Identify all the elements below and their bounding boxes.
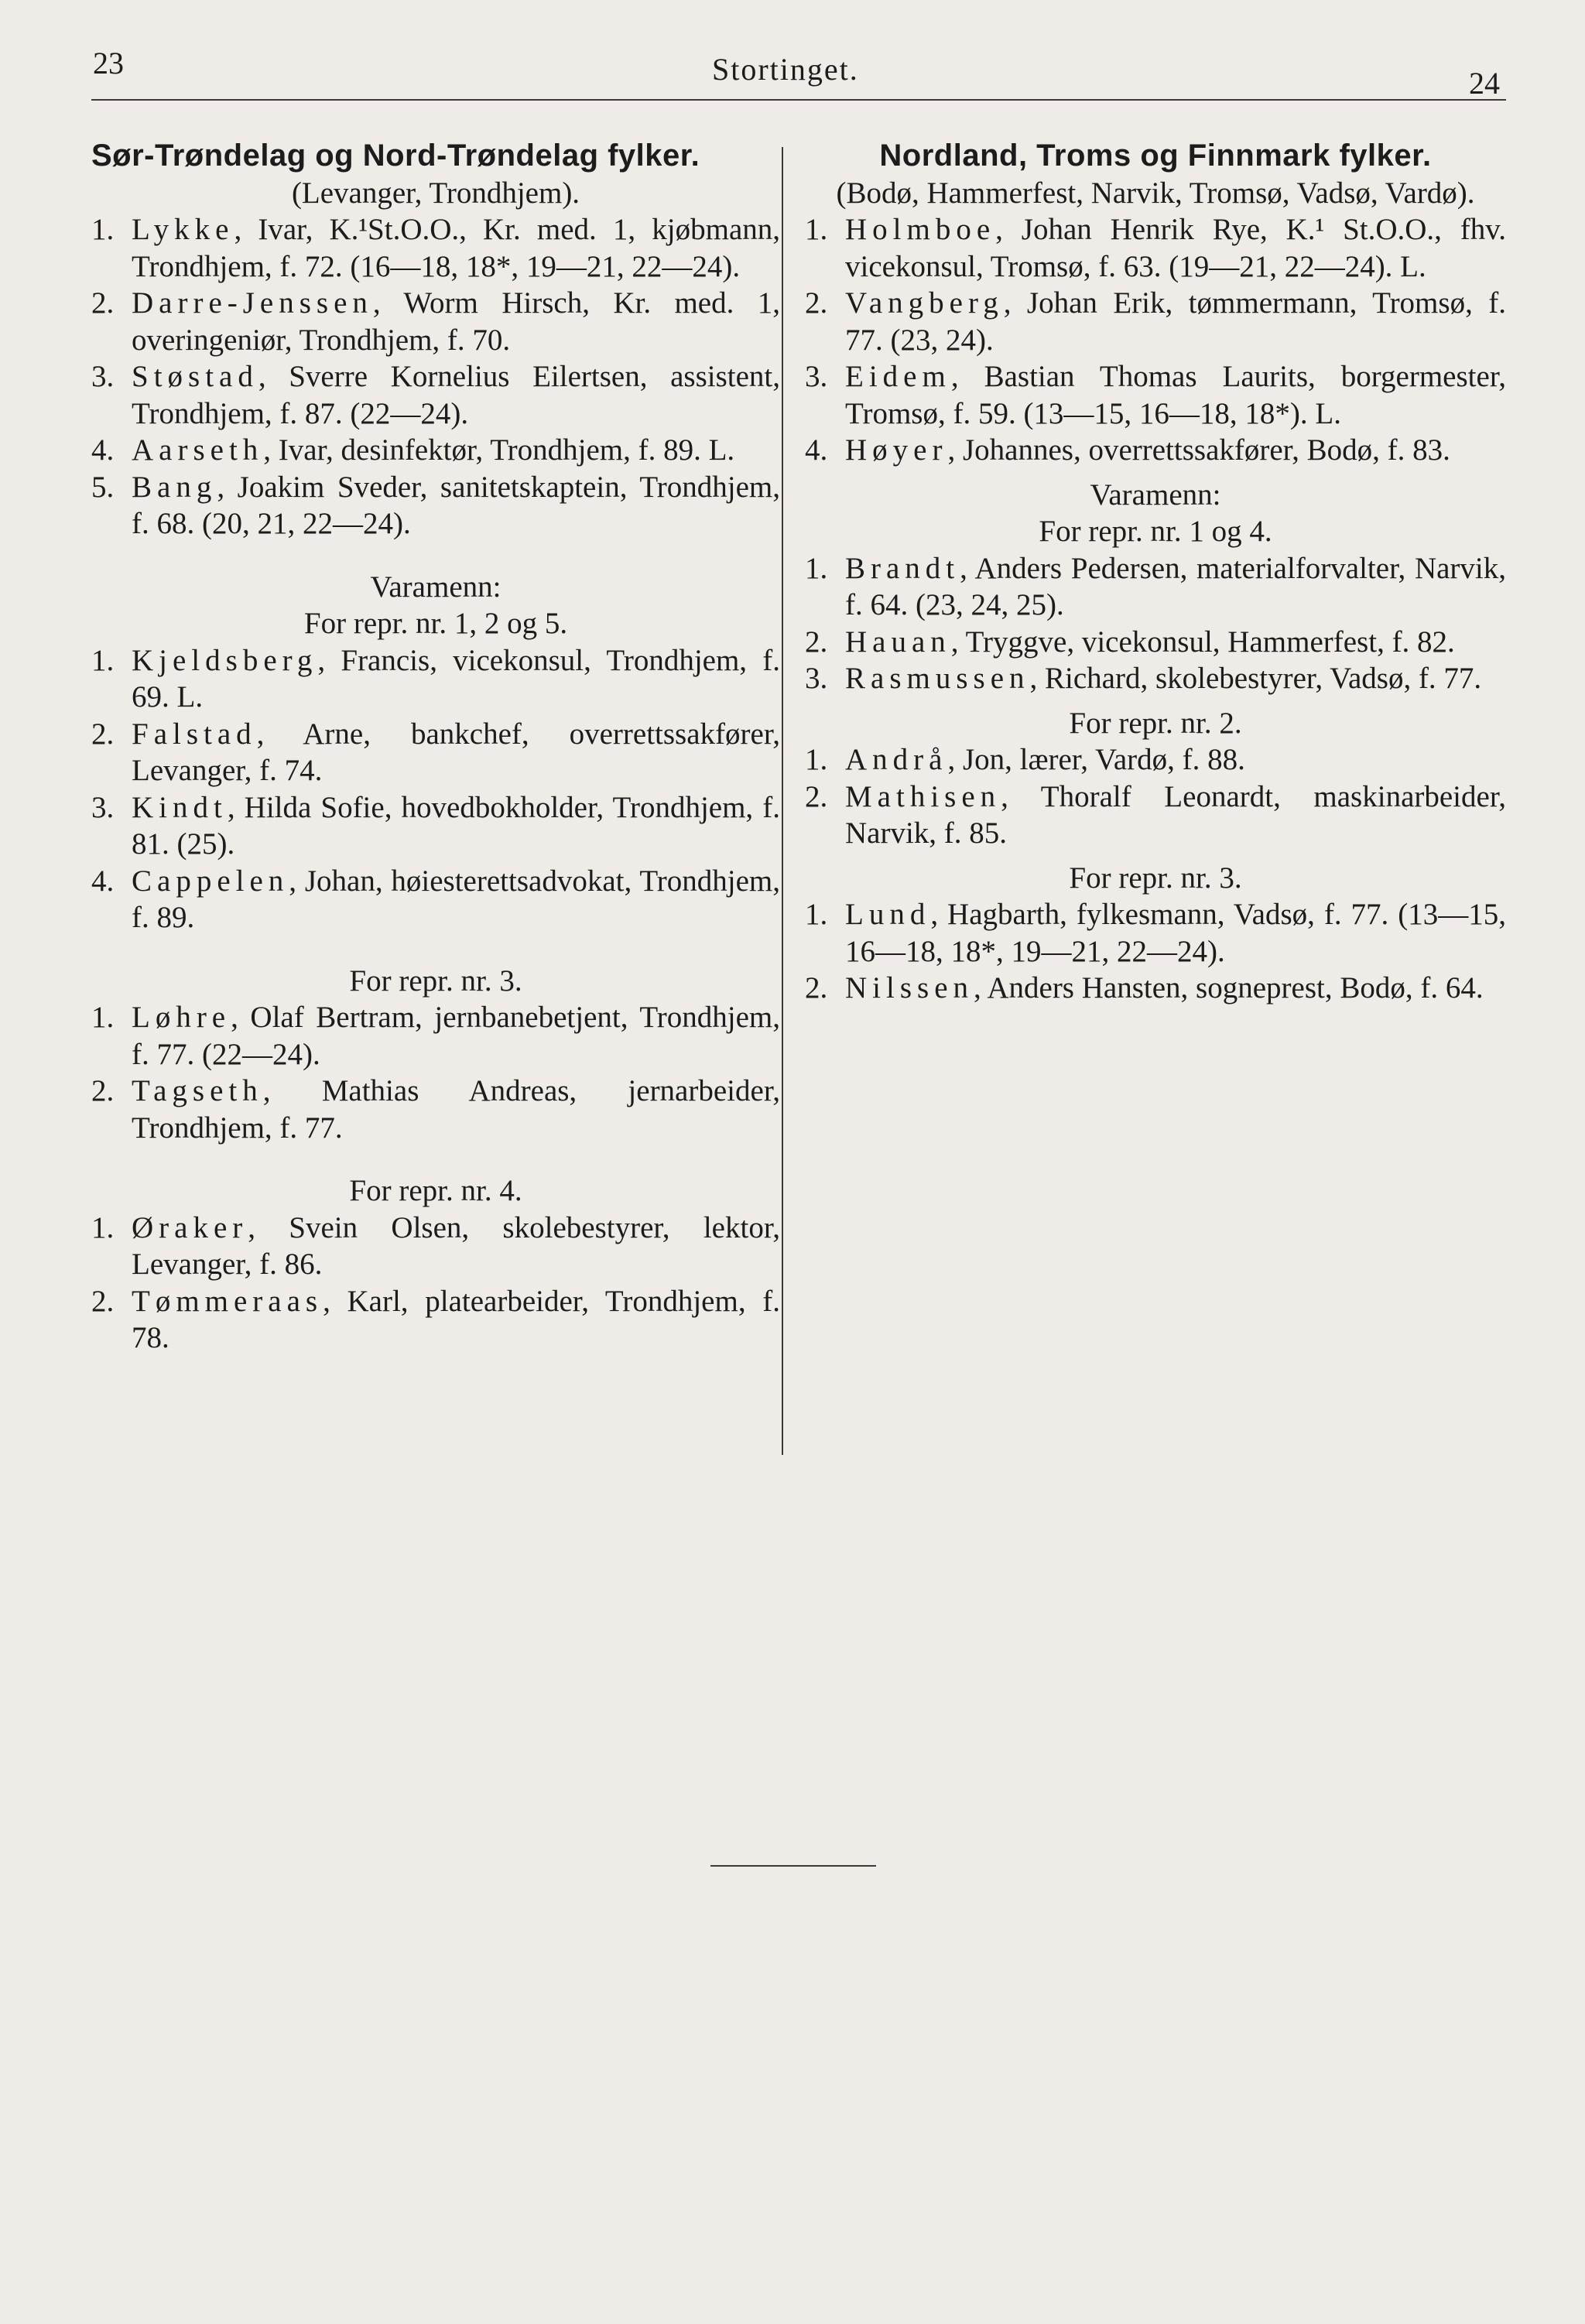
substitute-details: , Thoralf Leonardt, maskinarbeider, Narvik, f. 85. [845, 779, 1506, 850]
substitute-entry [805, 624, 1506, 661]
substitute-entry [805, 660, 1506, 697]
substitute-name: Rasmussen [845, 662, 1030, 695]
substitute-name: Cappelen [132, 864, 289, 898]
member-details: , Johan Erik, tømmermann, Tromsø, f. 77. (23, 24). [845, 286, 1506, 357]
member-name: Eidem [845, 360, 951, 393]
column-divider [782, 147, 783, 1455]
member-details: , Sverre Kornelius Eilertsen, assistent, Trondhjem, f. 87. (22—24). [132, 360, 780, 430]
member-name: Lykke [132, 213, 234, 246]
entry-number: 2. [91, 717, 115, 751]
substitute-entry [805, 896, 1506, 970]
member-entry [91, 285, 780, 358]
header-rule [91, 99, 1506, 101]
member-name: Bang [132, 470, 217, 504]
substitute-name: Tagseth [132, 1074, 263, 1107]
entry-number: 1. [91, 1210, 115, 1244]
left-column [91, 138, 780, 1357]
substitute-entry [91, 863, 780, 936]
entry-number: 4. [91, 433, 115, 467]
substitute-name: Øraker [132, 1210, 248, 1244]
member-name: Vangberg [845, 286, 1004, 320]
substitute-entry [91, 716, 780, 789]
entry-number: 1. [805, 898, 828, 931]
substitute-name: Mathisen [845, 779, 1001, 813]
substitute-entry [91, 1073, 780, 1146]
entry-number: 1. [91, 643, 115, 677]
entry-number: 2. [805, 971, 828, 1005]
substitute-entry [91, 642, 780, 716]
entry-number: 2. [91, 286, 115, 320]
entry-number: 2. [805, 779, 828, 813]
substitute-name: Kjeldsberg [132, 643, 318, 677]
substitute-name: Lund [845, 898, 931, 931]
group-label: For repr. nr. 1, 2 og 5. [303, 607, 568, 640]
substitute-name: Falstad [132, 717, 257, 751]
member-entry [805, 211, 1506, 285]
member-details: , Bastian Thomas Laurits, borgermester, Tromsø, f. 59. (13—15, 16—18, 18*). L. [845, 360, 1506, 430]
member-details: , Worm Hirsch, Kr. med. 1, overingeniør, Trondhjem, f. 70. [132, 286, 780, 357]
substitute-details: , Arne, bankchef, overrettssakfører, Levanger, f. 74. [132, 717, 780, 787]
substitute-entry [91, 1210, 780, 1283]
substitute-entry [805, 779, 1506, 852]
entry-number: 2. [805, 286, 828, 320]
entry-number: 3. [805, 360, 828, 393]
entry-number: 1. [805, 213, 828, 246]
substitute-name: Løhre [132, 1001, 231, 1034]
entry-number: 1. [805, 743, 828, 776]
page-number-right: 24 [1469, 66, 1500, 101]
member-entry [91, 211, 780, 285]
substitute-entry [91, 1283, 780, 1357]
substitute-details: , Hilda Sofie, hovedbokholder, Trondhjem, f. 81. (25). [132, 790, 780, 861]
entry-number: 1. [91, 213, 115, 246]
substitute-details: , Hagbarth, fylkesmann, Vadsø, f. 77. (13—15, 16—18, 18*, 19—21, 22—24). [845, 898, 1506, 968]
end-rule [710, 1865, 876, 1867]
entry-number: 1. [91, 1001, 115, 1034]
substitute-name: Andrå [845, 743, 948, 776]
substitute-details: , Anders Pedersen, materialforvalter, Narvik, f. 64. (23, 24, 25). [845, 551, 1506, 621]
member-name: Darre-Jenssen [132, 286, 373, 320]
substitute-details: , Olaf Bertram, jernbanebetjent, Trondhjem, f. 77. (22—24). [132, 1001, 780, 1071]
member-details: , Johannes, overrettssakfører, Bodø, f. 83. [947, 433, 1450, 467]
substitute-name: Brandt [845, 551, 960, 585]
substitute-details: , Jon, lærer, Vardø, f. 88. [947, 743, 1245, 776]
left-subheading: (Levanger, Trondhjem). [291, 176, 580, 210]
entry-number: 2. [91, 1074, 115, 1107]
substitute-details: , Tryggve, vicekonsul, Hammerfest, f. 82. [950, 625, 1455, 659]
group-label: For repr. nr. 1 og 4. [1039, 515, 1272, 548]
substitute-name: Kindt [132, 790, 228, 824]
varamenn-label: Varamenn: [370, 570, 502, 604]
substitute-entry [91, 999, 780, 1073]
substitute-entry [805, 970, 1506, 1007]
entry-number: 3. [91, 790, 115, 824]
entry-number: 3. [805, 662, 828, 695]
substitute-entry [91, 789, 780, 863]
substitute-details: , Anders Hansten, sogneprest, Bodø, f. 64. [974, 971, 1484, 1005]
group-label: For repr. nr. 2. [1069, 706, 1242, 740]
varamenn-label: Varamenn: [1090, 477, 1221, 512]
entry-number: 4. [805, 433, 828, 467]
entry-number: 5. [91, 470, 115, 504]
member-entry [805, 285, 1506, 358]
right-heading: Nordland, Troms og Finnmark fylker. [879, 139, 1432, 173]
member-entry [91, 358, 780, 432]
entry-number: 2. [805, 625, 828, 659]
member-entry [805, 358, 1506, 432]
substitute-entry [805, 550, 1506, 624]
substitute-details: , Richard, skolebestyrer, Vadsø, f. 77. [1029, 662, 1482, 695]
substitute-details: , Karl, platearbeider, Trondhjem, f. 78. [132, 1284, 780, 1354]
group-label: For repr. nr. 3. [1069, 861, 1242, 895]
substitute-name: Hauan [845, 625, 951, 659]
member-details: , Joakim Sveder, sanitetskaptein, Trondhjem, f. 68. (20, 21, 22—24). [132, 470, 780, 540]
member-entry [91, 469, 780, 542]
member-name: Aarseth [132, 433, 264, 467]
substitute-details: , Svein Olsen, skolebestyrer, lektor, Levanger, f. 86. [132, 1210, 780, 1281]
member-name: Støstad [132, 360, 258, 393]
right-subheading: (Bodø, Hammerfest, Narvik, Tromsø, Vadsø, Vardø). [836, 176, 1475, 210]
member-name: Holmboe [845, 213, 996, 246]
member-details: , Ivar, K.¹St.O.O., Kr. med. 1, kjøbmann, Trondhjem, f. 72. (16—18, 18*, 19—21, 22—24). [132, 213, 780, 283]
member-details: , Johan Henrik Rye, K.¹ St.O.O., fhv. vicekonsul, Tromsø, f. 63. (19—21, 22—24). L. [845, 213, 1506, 283]
member-entry [805, 432, 1506, 469]
group-label: For repr. nr. 4. [349, 1174, 522, 1207]
substitute-details: , Francis, vicekonsul, Trondhjem, f. 69. L. [132, 643, 780, 714]
entry-number: 2. [91, 1284, 115, 1318]
member-name: Høyer [845, 433, 948, 467]
entry-number: 3. [91, 360, 115, 393]
entry-number: 1. [805, 551, 828, 585]
member-entry [91, 432, 780, 469]
page-number-left: 23 [93, 46, 124, 80]
left-heading: Sør-Trøndelag og Nord-Trøndelag fylker. [91, 139, 700, 173]
substitute-details: , Mathias Andreas, jernarbeider, Trondhjem, f. 77. [132, 1074, 780, 1145]
entry-number: 4. [91, 864, 115, 898]
substitute-name: Tømmeraas [132, 1284, 324, 1318]
member-details: , Ivar, desinfektør, Trondhjem, f. 89. L. [263, 433, 735, 467]
right-column [805, 138, 1506, 1007]
substitute-name: Nilssen [845, 971, 974, 1005]
substitute-details: , Johan, høiesterettsadvokat, Trondhjem, f. 89. [132, 864, 780, 934]
substitute-entry [805, 741, 1506, 779]
running-title: Stortinget. [712, 52, 859, 87]
group-label: For repr. nr. 3. [349, 963, 522, 998]
